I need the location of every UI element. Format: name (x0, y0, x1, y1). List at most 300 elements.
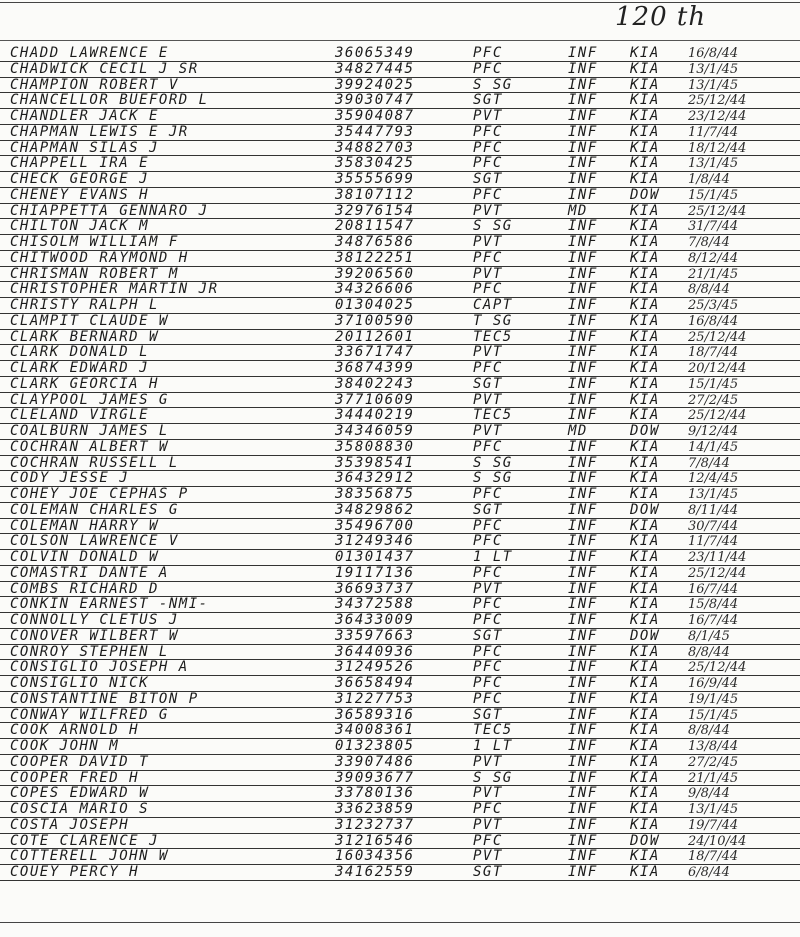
cell-date: 19/7/44 (688, 817, 739, 833)
cell-date: 8/1/45 (688, 628, 730, 644)
cell-serial: 36589316 (335, 706, 415, 723)
cell-unit: INF (568, 234, 598, 250)
roster-row (0, 550, 800, 566)
cell-unit: INF (568, 816, 598, 833)
cell-status: KIA (630, 612, 660, 628)
cell-status: KIA (630, 580, 660, 597)
cell-status: KIA (630, 391, 660, 408)
cell-unit: INF (568, 265, 598, 282)
cell-name: COTE CLARENCE J (10, 832, 159, 849)
cell-date: 15/8/44 (688, 597, 739, 613)
cell-date: 25/12/44 (688, 329, 747, 345)
bottom-rule (0, 922, 800, 923)
roster-row (0, 141, 800, 157)
cell-serial: 01301437 (335, 549, 415, 565)
header-rule (0, 40, 800, 41)
cell-serial: 39206560 (335, 265, 415, 282)
cell-rank: PFC (473, 832, 503, 849)
cell-name: CLARK GEORCIA H (10, 375, 159, 392)
cell-unit: INF (568, 785, 598, 802)
cell-name: COPES EDWARD W (10, 785, 150, 802)
cell-status: KIA (630, 549, 660, 565)
cell-rank: SGT (473, 171, 503, 187)
cell-serial: 38356875 (335, 486, 415, 502)
cell-date: 16/8/44 (688, 313, 739, 329)
cell-unit: INF (568, 627, 598, 644)
cell-rank: PFC (473, 612, 503, 628)
casualty-roster (0, 46, 800, 881)
cell-rank: S SG (473, 454, 513, 471)
cell-unit: INF (568, 218, 598, 235)
cell-serial: 39030747 (335, 92, 415, 109)
cell-date: 25/12/44 (688, 93, 747, 109)
roster-row (0, 78, 800, 94)
roster-row (0, 503, 800, 519)
cell-serial: 33671747 (335, 344, 415, 361)
cell-serial: 34326606 (335, 281, 415, 298)
roster-row (0, 125, 800, 141)
cell-date: 23/12/44 (688, 109, 747, 124)
cell-rank: TEC5 (473, 328, 513, 345)
cell-unit: INF (568, 60, 598, 77)
cell-name: COLEMAN HARRY W (10, 517, 159, 534)
roster-row (0, 377, 800, 393)
cell-name: CHILTON JACK M (10, 218, 150, 235)
cell-status: KIA (630, 470, 660, 487)
roster-row (0, 676, 800, 692)
cell-serial: 34827445 (335, 60, 415, 77)
cell-unit: INF (568, 738, 598, 754)
cell-rank: 1 LT (473, 738, 513, 754)
cell-date: 13/1/45 (688, 61, 739, 77)
cell-status: KIA (630, 769, 660, 786)
cell-serial: 33597663 (335, 627, 415, 644)
cell-unit: INF (568, 438, 598, 455)
cell-rank: PFC (473, 801, 503, 817)
cell-serial: 31249526 (335, 659, 415, 676)
cell-serial: 31249346 (335, 533, 415, 550)
cell-name: CONWAY WILFRED G (10, 706, 169, 723)
cell-status: KIA (630, 596, 660, 613)
cell-rank: PFC (473, 438, 503, 455)
cell-rank: PVT (473, 202, 503, 219)
cell-rank: SGT (473, 375, 503, 392)
cell-serial: 35808830 (335, 438, 415, 455)
roster-row (0, 519, 800, 535)
cell-date: 7/8/44 (688, 455, 730, 471)
cell-date: 19/1/45 (688, 691, 739, 707)
cell-name: CLARK BERNARD W (10, 328, 159, 345)
cell-unit: INF (568, 486, 598, 502)
cell-date: 24/10/44 (688, 833, 747, 849)
roster-row (0, 219, 800, 235)
cell-status: KIA (630, 60, 660, 77)
cell-date: 6/8/44 (688, 865, 730, 880)
cell-date: 18/7/44 (688, 345, 739, 361)
cell-status: KIA (630, 218, 660, 235)
cell-unit: INF (568, 659, 598, 676)
cell-rank: PFC (473, 155, 503, 172)
roster-row (0, 440, 800, 456)
cell-status: KIA (630, 45, 660, 61)
cell-name: COMASTRI DANTE A (10, 564, 169, 581)
cell-date: 25/12/44 (688, 565, 747, 581)
cell-name: COLVIN DONALD W (10, 549, 159, 565)
roster-row (0, 251, 800, 267)
cell-rank: PFC (473, 249, 503, 266)
cell-unit: MD (568, 423, 588, 439)
cell-unit: INF (568, 848, 598, 865)
cell-name: COLEMAN CHARLES G (10, 501, 179, 518)
cell-date: 9/12/44 (688, 424, 739, 439)
cell-serial: 20811547 (335, 218, 415, 235)
cell-serial: 34008361 (335, 722, 415, 739)
cell-unit: INF (568, 281, 598, 298)
cell-date: 18/12/44 (688, 140, 747, 156)
cell-serial: 39093677 (335, 769, 415, 786)
cell-unit: INF (568, 186, 598, 203)
cell-name: CHAPMAN SILAS J (10, 139, 159, 156)
roster-row (0, 361, 800, 377)
cell-rank: PFC (473, 486, 503, 502)
roster-row (0, 755, 800, 771)
cell-serial: 33780136 (335, 785, 415, 802)
cell-name: COSTA JOSEPH (10, 816, 130, 833)
cell-rank: PFC (473, 45, 503, 61)
cell-name: CHECK GEORGE J (10, 171, 150, 187)
cell-name: COOPER FRED H (10, 769, 140, 786)
cell-date: 30/7/44 (688, 518, 739, 534)
cell-status: KIA (630, 533, 660, 550)
cell-status: KIA (630, 785, 660, 802)
cell-status: KIA (630, 360, 660, 376)
roster-row (0, 46, 800, 62)
cell-status: KIA (630, 265, 660, 282)
roster-row (0, 172, 800, 188)
roster-row (0, 298, 800, 314)
cell-status: KIA (630, 92, 660, 109)
cell-date: 15/1/45 (688, 707, 739, 723)
roster-row (0, 865, 800, 881)
cell-unit: INF (568, 360, 598, 376)
cell-serial: 35904087 (335, 108, 415, 124)
cell-rank: PFC (473, 123, 503, 140)
cell-unit: MD (568, 202, 588, 219)
cell-unit: INF (568, 375, 598, 392)
cell-rank: PFC (473, 139, 503, 156)
roster-row (0, 93, 800, 109)
cell-date: 1/8/44 (688, 172, 730, 187)
cell-date: 13/8/44 (688, 739, 739, 754)
cell-rank: CAPT (473, 297, 513, 313)
cell-status: KIA (630, 643, 660, 660)
cell-name: COOK JOHN M (10, 738, 120, 754)
cell-name: CONSTANTINE BITON P (10, 690, 199, 707)
cell-rank: SGT (473, 92, 503, 109)
cell-rank: PFC (473, 564, 503, 581)
cell-date: 25/3/45 (688, 298, 739, 313)
cell-serial: 35398541 (335, 454, 415, 471)
roster-row (0, 613, 800, 629)
roster-row (0, 849, 800, 865)
cell-unit: INF (568, 454, 598, 471)
cell-serial: 31227753 (335, 690, 415, 707)
roster-row (0, 534, 800, 550)
cell-name: CHENEY EVANS H (10, 186, 150, 203)
cell-rank: PVT (473, 753, 503, 770)
cell-unit: INF (568, 501, 598, 518)
roster-row (0, 204, 800, 220)
cell-name: COCHRAN RUSSELL L (10, 454, 179, 471)
cell-status: KIA (630, 312, 660, 329)
cell-serial: 34882703 (335, 139, 415, 156)
cell-name: CONOVER WILBERT W (10, 627, 179, 644)
cell-serial: 36432912 (335, 470, 415, 487)
cell-serial: 33623859 (335, 801, 415, 817)
cell-date: 25/12/44 (688, 660, 747, 676)
cell-unit: INF (568, 407, 598, 424)
cell-rank: S SG (473, 470, 513, 487)
cell-serial: 34162559 (335, 864, 415, 880)
roster-row (0, 456, 800, 472)
cell-serial: 38107112 (335, 186, 415, 203)
cell-status: KIA (630, 564, 660, 581)
cell-unit: INF (568, 549, 598, 565)
cell-status: KIA (630, 690, 660, 707)
cell-serial: 37710609 (335, 391, 415, 408)
cell-name: CHIAPPETTA GENNARO J (10, 202, 209, 219)
cell-status: KIA (630, 486, 660, 502)
cell-status: KIA (630, 328, 660, 345)
cell-status: KIA (630, 738, 660, 754)
cell-rank: SGT (473, 627, 503, 644)
cell-status: KIA (630, 517, 660, 534)
cell-unit: INF (568, 564, 598, 581)
cell-name: CHANDLER JACK E (10, 108, 159, 124)
cell-name: COHEY JOE CEPHAS P (10, 486, 189, 502)
cell-serial: 38122251 (335, 249, 415, 266)
cell-serial: 31232737 (335, 816, 415, 833)
cell-name: COSCIA MARIO S (10, 801, 150, 817)
cell-serial: 01304025 (335, 297, 415, 313)
cell-name: CONNOLLY CLETUS J (10, 612, 179, 628)
cell-status: DOW (630, 423, 660, 439)
roster-row (0, 393, 800, 409)
roster-row (0, 771, 800, 787)
cell-date: 21/1/45 (688, 266, 739, 282)
cell-serial: 01323805 (335, 738, 415, 754)
cell-rank: SGT (473, 864, 503, 880)
cell-name: CONKIN EARNEST -NMI- (10, 596, 209, 613)
cell-rank: PFC (473, 690, 503, 707)
cell-rank: PVT (473, 580, 503, 597)
cell-name: CHAPMAN LEWIS E JR (10, 123, 189, 140)
cell-date: 13/1/45 (688, 77, 739, 93)
cell-name: CHRISTOPHER MARTIN JR (10, 281, 219, 298)
cell-rank: PVT (473, 265, 503, 282)
cell-rank: SGT (473, 501, 503, 518)
cell-serial: 34829862 (335, 501, 415, 518)
cell-unit: INF (568, 155, 598, 172)
cell-status: KIA (630, 848, 660, 865)
roster-row (0, 282, 800, 298)
cell-date: 8/12/44 (688, 250, 739, 266)
cell-date: 16/7/44 (688, 613, 739, 628)
cell-rank: PVT (473, 234, 503, 250)
cell-date: 25/12/44 (688, 408, 747, 424)
cell-rank: PVT (473, 848, 503, 865)
cell-date: 25/12/44 (688, 203, 747, 219)
cell-rank: PFC (473, 360, 503, 376)
cell-rank: PFC (473, 60, 503, 77)
roster-row (0, 739, 800, 755)
cell-date: 11/7/44 (688, 534, 739, 550)
cell-unit: INF (568, 580, 598, 597)
cell-serial: 34440219 (335, 407, 415, 424)
cell-serial: 36433009 (335, 612, 415, 628)
cell-unit: INF (568, 45, 598, 61)
cell-unit: INF (568, 753, 598, 770)
cell-unit: INF (568, 328, 598, 345)
cell-date: 16/8/44 (688, 46, 739, 61)
cell-name: COOPER DAVID T (10, 753, 150, 770)
cell-rank: SGT (473, 706, 503, 723)
cell-name: CHISOLM WILLIAM F (10, 234, 179, 250)
roster-row (0, 330, 800, 346)
cell-unit: INF (568, 249, 598, 266)
cell-unit: INF (568, 171, 598, 187)
roster-row (0, 62, 800, 78)
cell-date: 8/8/44 (688, 723, 730, 739)
cell-name: COLSON LAWRENCE V (10, 533, 179, 550)
roster-row (0, 597, 800, 613)
cell-date: 8/8/44 (688, 644, 730, 660)
cell-date: 20/12/44 (688, 361, 747, 376)
cell-rank: PFC (473, 186, 503, 203)
cell-status: DOW (630, 501, 660, 518)
cell-name: CLAMPIT CLAUDE W (10, 312, 169, 329)
cell-unit: INF (568, 312, 598, 329)
roster-row (0, 314, 800, 330)
cell-serial: 31216546 (335, 832, 415, 849)
cell-status: KIA (630, 375, 660, 392)
cell-rank: S SG (473, 769, 513, 786)
cell-serial: 33907486 (335, 753, 415, 770)
cell-date: 21/1/45 (688, 770, 739, 786)
cell-date: 12/4/45 (688, 471, 739, 487)
cell-status: DOW (630, 832, 660, 849)
cell-serial: 36658494 (335, 675, 415, 691)
roster-row (0, 834, 800, 850)
cell-serial: 20112601 (335, 328, 415, 345)
cell-unit: INF (568, 344, 598, 361)
roster-row (0, 645, 800, 661)
cell-name: CODY JESSE J (10, 470, 130, 487)
cell-status: KIA (630, 281, 660, 298)
cell-name: CLARK EDWARD J (10, 360, 150, 376)
roster-row (0, 267, 800, 283)
cell-status: KIA (630, 344, 660, 361)
cell-serial: 34876586 (335, 234, 415, 250)
cell-unit: INF (568, 675, 598, 691)
cell-rank: PVT (473, 785, 503, 802)
cell-rank: PFC (473, 643, 503, 660)
roster-row (0, 345, 800, 361)
cell-unit: INF (568, 123, 598, 140)
roster-row (0, 188, 800, 204)
roster-row (0, 660, 800, 676)
cell-serial: 36874399 (335, 360, 415, 376)
cell-status: KIA (630, 675, 660, 691)
cell-rank: PFC (473, 659, 503, 676)
cell-status: KIA (630, 659, 660, 676)
cell-unit: INF (568, 92, 598, 109)
cell-name: CHADWICK CECIL J SR (10, 60, 199, 77)
roster-row (0, 723, 800, 739)
cell-date: 27/2/45 (688, 392, 739, 408)
cell-status: KIA (630, 171, 660, 187)
cell-name: CONSIGLIO NICK (10, 675, 150, 691)
cell-unit: INF (568, 391, 598, 408)
cell-status: KIA (630, 202, 660, 219)
cell-date: 11/7/44 (688, 124, 739, 140)
roster-row (0, 471, 800, 487)
cell-serial: 36440936 (335, 643, 415, 660)
roster-row (0, 629, 800, 645)
cell-rank: PVT (473, 816, 503, 833)
cell-date: 23/11/44 (688, 550, 747, 565)
roster-row (0, 566, 800, 582)
cell-rank: PFC (473, 281, 503, 298)
cell-serial: 35447793 (335, 123, 415, 140)
cell-date: 9/8/44 (688, 786, 730, 802)
cell-serial: 37100590 (335, 312, 415, 329)
cell-name: CONSIGLIO JOSEPH A (10, 659, 189, 676)
cell-unit: INF (568, 769, 598, 786)
cell-serial: 34346059 (335, 423, 415, 439)
roster-row (0, 424, 800, 440)
roster-row (0, 235, 800, 251)
cell-date: 15/1/45 (688, 187, 739, 203)
cell-date: 18/7/44 (688, 849, 739, 865)
cell-date: 7/8/44 (688, 235, 730, 250)
cell-serial: 35555699 (335, 171, 415, 187)
cell-date: 13/1/45 (688, 802, 739, 817)
cell-status: KIA (630, 454, 660, 471)
cell-status: KIA (630, 155, 660, 172)
cell-unit: INF (568, 533, 598, 550)
cell-name: CHADD LAWRENCE E (10, 45, 169, 61)
cell-name: CONROY STEPHEN L (10, 643, 169, 660)
cell-name: CLARK DONALD L (10, 344, 150, 361)
cell-status: KIA (630, 722, 660, 739)
cell-status: KIA (630, 438, 660, 455)
cell-unit: INF (568, 596, 598, 613)
roster-row (0, 582, 800, 598)
cell-rank: PVT (473, 108, 503, 124)
cell-unit: INF (568, 139, 598, 156)
roster-row (0, 156, 800, 172)
cell-status: KIA (630, 706, 660, 723)
cell-status: KIA (630, 139, 660, 156)
cell-rank: 1 LT (473, 549, 513, 565)
cell-status: KIA (630, 76, 660, 93)
cell-rank: TEC5 (473, 722, 513, 739)
cell-serial: 36693737 (335, 580, 415, 597)
roster-row (0, 802, 800, 818)
cell-name: COOK ARNOLD H (10, 722, 140, 739)
cell-rank: PVT (473, 391, 503, 408)
